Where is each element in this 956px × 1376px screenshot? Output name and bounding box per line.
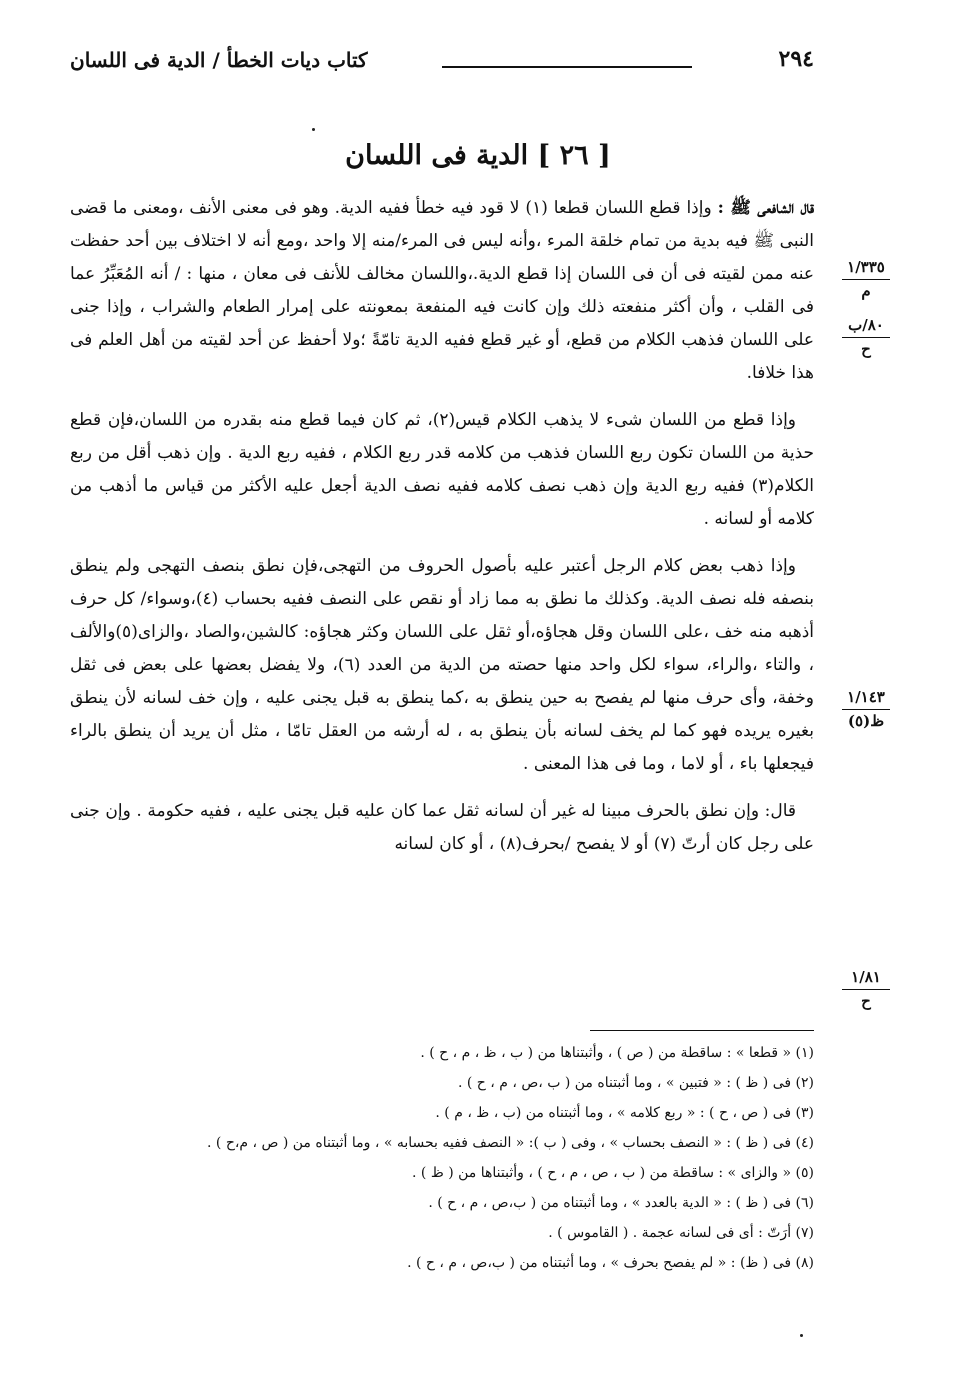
margin-reference-top: ١/٨١ — [851, 968, 881, 986]
paragraph — [70, 404, 814, 536]
footnote-separator — [590, 1030, 814, 1031]
paragraph-text: وإذا قطع من اللسان شىء لا يذهب الكلام قيس(٢)، ثم كان فيما قطع منه بقدره من اللسان،فإن قطع حذية من اللسان تكون ربع اللسان فذهب من كلامه قدر ربع الكلام ، ففيه ربع الدية . وإن ذهب أقل من ربع الكلام(٣) ففيه ربع الدية وإن ذهب نصف كلامه ففيه نصف الدية أجعل عليه الأكثر من قياس ما أذهب من كلامه أو لسانه . — [70, 410, 814, 529]
running-title: كتاب ديات الخطأ / الدية فى اللسان — [70, 48, 368, 72]
header-rule — [442, 66, 692, 68]
margin-reference-top: ١/١٤٣ — [847, 688, 885, 706]
main-text — [70, 192, 814, 875]
footnote: (١) « قطعا » : ساقطة من ( ص ) ، وأثبتناها من ( ب ، ظ ، م ، ح ) . — [420, 1045, 814, 1061]
margin-reference-bottom: ح — [861, 992, 871, 1010]
margin-reference — [834, 688, 898, 731]
footnote: (٨) فى ( ظ) : « لم يفصح بحرف » ، وما أثبتناه من ( ب،ص ، م ، ح ) . — [407, 1255, 814, 1271]
footnote: (٤) فى ( ظ ) : « النصف بحساب » ، وفى ( ب ): « النصف ففيه بحسابه » ، وما أثبتناه من ( ص ، م،ح ) . — [207, 1135, 814, 1151]
footnote: (٢) فى ( ظ ) : « فتبين » ، وما أثبتناه من ( ب ،ص ، م ، ح ) . — [457, 1075, 814, 1091]
margin-reference-top: ١/٣٣٥ — [847, 258, 885, 276]
page-number: ٢٩٤ — [778, 46, 814, 72]
margin-reference — [834, 258, 898, 301]
footnote: (٦) فى ( ظ ) : « الدية بالعدد » ، وما أثبتناه من ( ب،ص ، م ، ح ) . — [428, 1195, 814, 1211]
print-speck — [800, 1334, 803, 1337]
margin-reference-bottom: ظ(٥) — [847, 712, 885, 730]
footnote: (٣) فى ( ص ، ح ) : « ربع كلامه » ، وما أثبتناه من (ب ، ظ ، م ) . — [435, 1105, 814, 1121]
paragraph — [70, 192, 814, 390]
print-speck — [312, 128, 315, 131]
margin-rule — [842, 989, 890, 990]
margin-rule — [842, 709, 890, 710]
margin-reference-bottom: ح — [861, 340, 871, 358]
margin-rule — [842, 279, 890, 280]
paragraph — [70, 795, 814, 861]
page-header — [70, 44, 814, 84]
paragraph — [70, 550, 814, 781]
margin-reference-top: ٨٠/ب — [848, 316, 884, 334]
margin-reference — [834, 316, 898, 359]
footnotes — [70, 1038, 814, 1278]
paragraph-speaker: قال الشافعى ﷺ : — [717, 198, 815, 218]
chapter-title: [ ٢٦ ] الدية فى اللسان — [345, 140, 611, 171]
margin-rule — [842, 337, 890, 338]
paragraph-text: وإذا قطع اللسان قطعا (١) لا قود فيه خطأ ففيه الدية. وهو فى معنى الأنف ،ومعنى ما قضى النبى ﷺ فيه بدية من تمام خلقة المرء ،وأنه ليس فى المرء/منه إلا واحد ،ومع أنه لا اختلاف بين أحد حفظت عنه ممن لقيته فى أن فى اللسان إذا قطع الدية.،واللسان مخالف للأنف فى معان ، منها : / أنه المُعَبِّرُ عما فى القلب ، وأن أكثر منفعته ذلك وإن كانت فيه المنفعة بمعونته على إمرار الطعام والشراب ، وإذا جنى على اللسان فذهب الكلام من قطع، أو غير قطع ففيه الدية تامّةً ؛ولا أحفظ عن أحد لقيته من أهل العلم فى هذا خلافا. — [70, 198, 814, 383]
margin-reference — [834, 968, 898, 1011]
footnote: (٥) « والزاى » : ساقطة من ( ب ، ص ، م ، ح ) ، وأثبتناها من ( ظ ) . — [412, 1165, 814, 1181]
paragraph-text: وإذا ذهب بعض كلام الرجل أعتبر عليه بأصول الحروف من التهجى،فإن نطق بنصف التهجى ولم ينطق بنصفه فله نصف الدية. وكذلك ما نطق به مما زاد أو نقص على النصف ففيه بحساب (٤)،وسواء/ كل حرف أذهبه منه خف ،على اللسان وقل هجاؤه،أو ثقل على اللسان وكثر هجاؤه: كالشين،والصاد ،والزاى(٥)والألف ، والتاء ،والراء، سواء لكل واحد منها حصته من الدية من العدد (٦)، ولا يفضل بعضها على بعض فى ثقل وخفة، وأى حرف منها لم يفصح به حين ينطق به ،كما ينطق به قبل يجنى عليه ، وإن خف لسانه لأن ينطق بغيره يريده فهو كما لم يخف لسانه بأن ينطق به ، له أرشه من العقل تامّا ، مثل أن يريد أن ينطق بالراء فيجعلها باء ، أو لاما ، وما فى هذا المعنى . — [70, 556, 814, 774]
paragraph-text: قال: وإن نطق بالحرف مبينا له غير أن لسانه ثقل عما كان عليه قبل يجنى عليه ، ففيه حكومة . وإن جنى على رجل كان أرتّ (٧) أو لا يفصح /بحرف(٨) ، أو كان لسانه — [70, 801, 814, 854]
footnote: (٧) أرَتّ : أى فى لسانه عجمة . ( القاموس ) . — [548, 1225, 814, 1241]
margin-reference-bottom: م — [861, 282, 871, 300]
